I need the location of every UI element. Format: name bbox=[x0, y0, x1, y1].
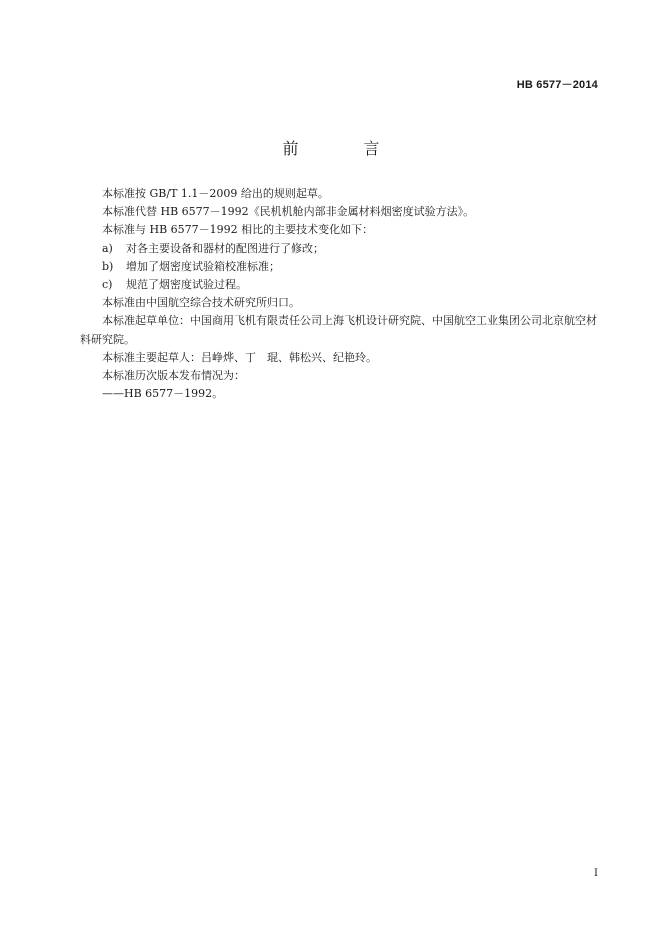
list-item-mark: c) bbox=[102, 278, 113, 292]
paragraph-history-entry: ——HB 6577－1992。 bbox=[102, 387, 224, 401]
page-title: 前 言 bbox=[282, 139, 410, 158]
list-item-mark: a) bbox=[102, 241, 113, 255]
list-item bbox=[80, 240, 600, 258]
list-item bbox=[80, 258, 600, 276]
page-number: I bbox=[594, 868, 598, 879]
list-item-text: 增加了烟密度试验箱校准标准； bbox=[126, 259, 280, 273]
list-item-text: 规范了烟密度试验过程。 bbox=[126, 278, 247, 292]
paragraph-drafting-rules: 本标准按 GB/T 1.1－2009 给出的规则起草。 bbox=[102, 187, 329, 200]
paragraph-responsible-org: 本标准由中国航空综合技术研究所归口。 bbox=[102, 296, 300, 310]
list-item-text: 对各主要设备和器材的配图进行了修改； bbox=[126, 241, 324, 255]
list-item-mark: b) bbox=[102, 259, 114, 273]
paragraph-history-intro: 本标准历次版本发布情况为： bbox=[102, 369, 245, 383]
paragraph-replaces: 本标准代替 HB 6577－1992《民机机舱内部非金属材料烟密度试验方法》。 bbox=[102, 205, 475, 219]
paragraph-changes-intro: 本标准与 HB 6577－1992 相比的主要技术变化如下： bbox=[102, 223, 374, 237]
foreword-body bbox=[80, 185, 600, 403]
list-item bbox=[80, 276, 600, 294]
standard-code: HB 6577－2014 bbox=[516, 79, 598, 91]
paragraph-drafting-units: 本标准起草单位：中国商用飞机有限责任公司上海飞机设计研究院、中国航空工业集团公司北京航空材料研究院。 bbox=[80, 314, 597, 346]
paragraph-drafters: 本标准主要起草人：吕峥烨、丁 琨、韩松兴、纪艳玲。 bbox=[102, 350, 377, 364]
